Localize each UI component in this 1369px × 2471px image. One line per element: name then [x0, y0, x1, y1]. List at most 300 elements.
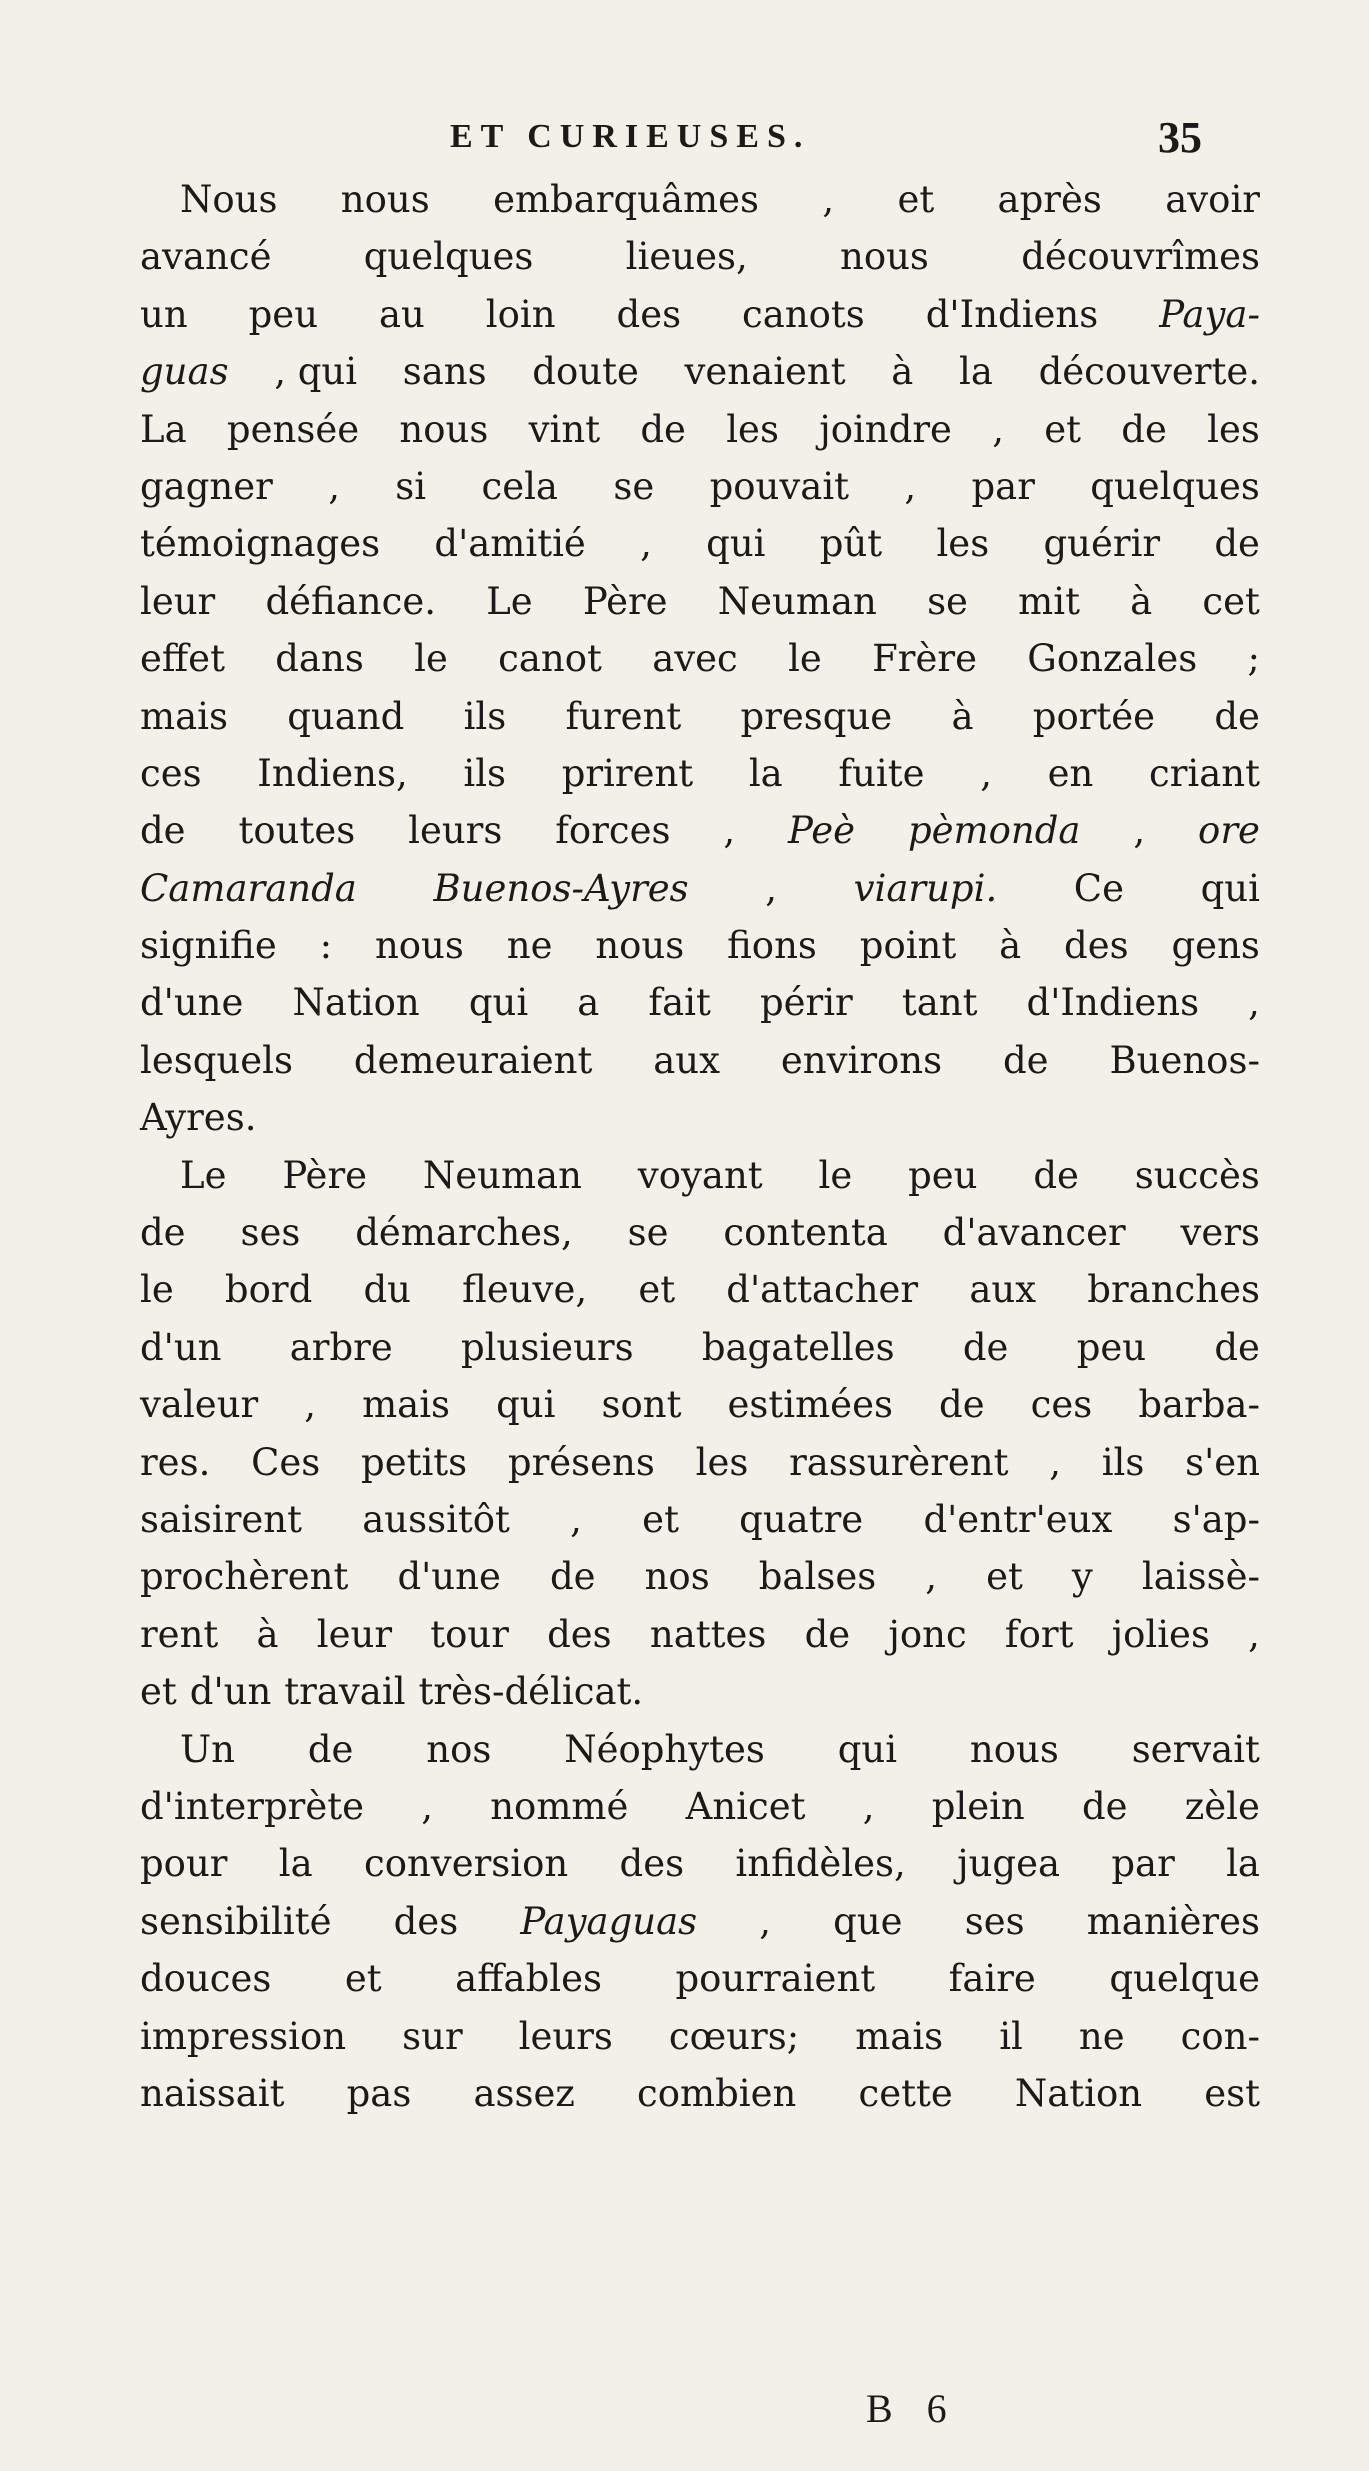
text-line	[140, 924, 1260, 981]
signature-mark: B 6	[866, 2386, 959, 2431]
text-line	[140, 637, 1260, 694]
word: plusieurs	[461, 1325, 634, 1369]
word: viarupi.	[853, 866, 998, 910]
word: prirent	[561, 751, 694, 795]
word: ;	[1247, 637, 1260, 681]
word: guérir	[1043, 522, 1161, 566]
word: point	[859, 924, 957, 968]
word: canots	[742, 292, 865, 336]
word: rassurèrent	[789, 1440, 1009, 1484]
word: faire	[948, 1957, 1036, 2001]
word: à	[256, 1612, 279, 1656]
text-line	[140, 1326, 1260, 1383]
word: découverte.	[1038, 350, 1260, 394]
word: quelques	[1090, 464, 1260, 508]
word: Nation	[292, 981, 420, 1025]
word: ils	[463, 694, 507, 738]
word: pas	[346, 2071, 412, 2115]
word: témoignages	[140, 522, 381, 566]
word: quelque	[1109, 1957, 1260, 2001]
word: les	[726, 407, 779, 451]
word: ses	[964, 1899, 1025, 1943]
word: Buenos-Ayres	[433, 866, 689, 910]
word: le	[818, 1153, 853, 1197]
word: Nous	[180, 178, 278, 221]
page-number: 35	[1158, 113, 1202, 162]
word: ,	[640, 522, 652, 566]
word: a	[577, 981, 600, 1025]
word: des	[1064, 924, 1129, 968]
word: que	[833, 1899, 903, 1943]
text-line	[140, 1613, 1260, 1670]
word: furent	[565, 694, 682, 738]
word: Nation	[1014, 2071, 1143, 2115]
word: vers	[1180, 1211, 1260, 1255]
word: tour	[430, 1612, 509, 1656]
word: se	[613, 464, 655, 508]
word: saisirent	[140, 1497, 302, 1541]
word: travail	[284, 1670, 406, 1714]
word: nous	[839, 235, 929, 279]
word: effet	[140, 637, 225, 681]
word: jugea	[957, 1842, 1061, 1886]
word: :	[319, 924, 333, 968]
word: Gonzales	[1027, 637, 1198, 681]
word: estimées	[727, 1383, 893, 1427]
word: qui	[706, 522, 766, 566]
word: très-délicat.	[418, 1670, 644, 1714]
word: ,	[421, 1784, 433, 1828]
word: ils	[463, 751, 507, 795]
word: ,	[1248, 1612, 1260, 1656]
word: peu	[1076, 1325, 1147, 1369]
word: loin	[485, 292, 556, 336]
word: y	[1071, 1555, 1093, 1599]
word: et	[897, 178, 935, 221]
word: se	[927, 579, 968, 623]
word: rent	[140, 1612, 219, 1656]
text-line	[140, 1211, 1260, 1268]
word: dans	[275, 637, 364, 681]
word: Père	[582, 579, 668, 623]
word: leur	[140, 579, 216, 623]
word: ne	[506, 924, 553, 968]
word: ,	[570, 1497, 582, 1541]
word: du	[363, 1268, 411, 1312]
word: des	[616, 292, 682, 336]
word: manières	[1086, 1899, 1260, 1943]
word: par	[971, 464, 1035, 508]
word: quand	[287, 694, 405, 738]
word: d'une	[140, 981, 244, 1025]
word: après	[997, 178, 1102, 221]
word: mit	[1018, 579, 1080, 623]
word: des	[547, 1612, 612, 1656]
word: peu	[908, 1153, 978, 1197]
word: ,	[862, 1784, 875, 1828]
word: Paya-	[1159, 292, 1260, 336]
text-line	[140, 178, 1260, 235]
text-line	[140, 1842, 1260, 1899]
text-line	[140, 1441, 1260, 1498]
word: sans	[402, 350, 487, 394]
word: jolies	[1111, 1612, 1210, 1656]
word: ,	[1049, 1440, 1061, 1484]
word: se	[627, 1211, 669, 1255]
text-line	[140, 1268, 1260, 1325]
word: prochèrent	[140, 1555, 349, 1599]
word: nous	[969, 1727, 1059, 1771]
word: de	[307, 1727, 354, 1771]
word: voyant	[637, 1153, 763, 1197]
word: mais	[362, 1383, 451, 1427]
word: doute	[532, 350, 639, 394]
word: conversion	[363, 1842, 569, 1886]
word: d'un	[189, 1670, 272, 1714]
word: il	[999, 2014, 1023, 2058]
word: démarches,	[355, 1211, 573, 1255]
word: si	[395, 464, 427, 508]
word: pour	[140, 1842, 228, 1886]
word: venaient	[684, 350, 846, 394]
word: nous	[399, 407, 489, 451]
word: cette	[858, 2071, 953, 2115]
word: de	[1214, 694, 1260, 738]
word: peu	[248, 292, 319, 336]
word: à	[1130, 579, 1153, 623]
word: d'un	[140, 1325, 222, 1369]
text-line	[140, 695, 1260, 752]
word: découvrîmes	[1021, 235, 1260, 279]
word: ,	[904, 464, 917, 508]
word: présens	[507, 1440, 655, 1484]
word: des	[619, 1842, 685, 1886]
word: de	[140, 1211, 186, 1255]
word: défiance.	[265, 579, 436, 623]
word: d'interprète	[140, 1784, 365, 1828]
word: presque	[740, 694, 893, 738]
text-line	[140, 1555, 1260, 1612]
text-line	[140, 981, 1260, 1038]
word: de	[962, 1325, 1009, 1369]
word: sur	[402, 2014, 463, 2058]
text-line	[140, 1728, 1260, 1785]
text-line	[140, 1498, 1260, 1555]
word: le	[788, 637, 822, 681]
word: embarquâmes	[493, 178, 760, 221]
word: plein	[931, 1784, 1025, 1828]
word: Indiens,	[257, 751, 408, 795]
text-line	[140, 1785, 1260, 1842]
word: pouvait	[709, 464, 850, 508]
word: leurs	[518, 2014, 613, 2058]
word: La	[140, 407, 187, 451]
word: qui	[837, 1727, 898, 1771]
text-line	[140, 1154, 1260, 1211]
word: le	[140, 1268, 174, 1312]
word: servait	[1131, 1727, 1260, 1771]
text-line	[140, 1670, 1260, 1727]
word: criant	[1149, 751, 1260, 795]
word: et	[344, 1957, 382, 2001]
text-line	[140, 1039, 1260, 1096]
word: ,	[925, 1555, 938, 1599]
word: avoir	[1165, 178, 1260, 221]
word: ,	[1133, 809, 1146, 853]
word: la	[748, 751, 783, 795]
word: Ayres.	[140, 1096, 257, 1140]
word: quelques	[363, 235, 534, 279]
word: Le	[486, 579, 533, 623]
word: de	[549, 1555, 596, 1599]
word: de	[640, 407, 686, 451]
word: nous	[374, 924, 464, 968]
word: d'Indiens	[925, 292, 1099, 336]
word: ,	[822, 178, 835, 221]
word: fions	[727, 924, 817, 968]
word: fuite	[838, 751, 925, 795]
word: Buenos-	[1109, 1038, 1260, 1082]
word: un	[140, 292, 188, 336]
word: avancé	[140, 235, 272, 279]
text-line	[140, 235, 1260, 292]
word: petits	[361, 1440, 468, 1484]
word: balses	[758, 1555, 877, 1599]
word: la	[959, 350, 993, 394]
word: infidèles,	[735, 1842, 906, 1886]
word: zèle	[1184, 1784, 1260, 1828]
word: pût	[819, 522, 883, 566]
word: et	[1044, 407, 1081, 451]
word: qui	[496, 1383, 556, 1427]
word: pensée	[226, 407, 360, 451]
word: res.	[140, 1440, 211, 1484]
word: et	[986, 1555, 1023, 1599]
text-line	[140, 522, 1260, 579]
word: mais	[855, 2014, 944, 2058]
word: Peè	[788, 809, 856, 853]
word: ,	[765, 866, 778, 910]
word: ,	[992, 407, 1004, 451]
word: fait	[648, 981, 711, 1025]
word: aussitôt	[362, 1497, 510, 1541]
word: aux	[969, 1268, 1037, 1312]
word: nattes	[649, 1612, 767, 1656]
word: gens	[1171, 924, 1260, 968]
word: , qui	[274, 350, 358, 394]
word: fleuve,	[462, 1268, 588, 1312]
word: lesquels	[140, 1038, 293, 1082]
word: nos	[644, 1555, 710, 1599]
word: à	[951, 694, 974, 738]
word: de	[939, 1383, 985, 1427]
word: fort	[1004, 1612, 1074, 1656]
word: Frère	[872, 637, 977, 681]
word: vint	[528, 407, 601, 451]
text-line	[140, 752, 1260, 809]
word: Ces	[251, 1440, 321, 1484]
word: de	[1081, 1784, 1128, 1828]
text-line	[140, 809, 1260, 866]
word: portée	[1032, 694, 1156, 738]
word: ,	[723, 809, 736, 853]
word: leurs	[408, 809, 503, 853]
word: arbre	[289, 1325, 393, 1369]
word: branches	[1087, 1268, 1260, 1312]
word: de	[804, 1612, 851, 1656]
text-line	[140, 1957, 1260, 2014]
running-title: ET CURIEUSES.	[450, 118, 811, 155]
word: forces	[555, 809, 671, 853]
word: de	[1033, 1153, 1079, 1197]
word: combien	[637, 2071, 797, 2115]
word: et	[140, 1670, 177, 1714]
word: ,	[1248, 981, 1260, 1025]
text-line	[140, 867, 1260, 924]
word: gagner	[140, 464, 273, 508]
word: impression	[140, 2014, 347, 2058]
word: guas	[140, 350, 229, 394]
word: Ce	[1073, 866, 1125, 910]
word: pèmonda	[907, 809, 1081, 853]
word: d'avancer	[942, 1211, 1126, 1255]
word: avec	[652, 637, 738, 681]
word: leur	[316, 1612, 393, 1656]
word: d'attacher	[726, 1268, 919, 1312]
word: ils	[1101, 1440, 1145, 1484]
word: nous	[595, 924, 685, 968]
word: nous	[340, 178, 430, 221]
word: affables	[455, 1957, 602, 2001]
word: par	[1111, 1842, 1175, 1886]
word: est	[1204, 2071, 1260, 2115]
word: les	[1207, 407, 1260, 451]
word: Un	[180, 1727, 236, 1771]
word: et	[642, 1497, 679, 1541]
word: ,	[304, 1383, 317, 1427]
word: Payaguas	[520, 1899, 698, 1943]
word: mais	[140, 694, 228, 738]
word: à	[891, 350, 914, 394]
word: joindre	[819, 407, 952, 451]
text-line	[140, 1383, 1260, 1440]
text-line	[140, 2072, 1260, 2129]
word: valeur	[140, 1383, 259, 1427]
word: qui	[468, 981, 529, 1025]
word: environs	[780, 1038, 943, 1082]
word: et	[638, 1268, 676, 1312]
word: de	[1002, 1038, 1049, 1082]
word: les	[936, 522, 990, 566]
word: ses	[240, 1211, 301, 1255]
word: des	[393, 1899, 459, 1943]
word: Anicet	[685, 1784, 806, 1828]
word: succès	[1134, 1153, 1260, 1197]
word: toutes	[238, 809, 356, 853]
text-line	[140, 1900, 1260, 1957]
word: ces	[1030, 1383, 1093, 1427]
word: bord	[224, 1268, 313, 1312]
word: quatre	[739, 1497, 864, 1541]
word: de	[1214, 522, 1260, 566]
word: à	[999, 924, 1022, 968]
word: pourraient	[675, 1957, 876, 2001]
word: cet	[1202, 579, 1260, 623]
text-line	[140, 465, 1260, 522]
text-line	[140, 580, 1260, 637]
word: signifie	[140, 924, 277, 968]
word: naissait	[140, 2071, 285, 2115]
word: Neuman	[422, 1153, 582, 1197]
word: aux	[653, 1038, 721, 1082]
word: sensibilité	[140, 1899, 332, 1943]
word: con-	[1180, 2014, 1260, 2058]
word: qui	[1200, 866, 1260, 910]
word: de	[140, 809, 186, 853]
word: nos	[426, 1727, 492, 1771]
word: les	[695, 1440, 749, 1484]
word: ,	[328, 464, 340, 508]
word: canot	[498, 637, 602, 681]
word: sont	[601, 1383, 682, 1427]
word: d'une	[397, 1555, 501, 1599]
word: Père	[282, 1153, 368, 1197]
word: d'entr'eux	[923, 1497, 1113, 1541]
word: contenta	[723, 1211, 888, 1255]
page-header	[0, 113, 1369, 178]
word: tant	[901, 981, 978, 1025]
word: de	[1214, 1325, 1260, 1369]
word: ,	[759, 1899, 772, 1943]
word: bagatelles	[701, 1325, 895, 1369]
word: périr	[759, 981, 853, 1025]
word: Néophytes	[564, 1727, 765, 1771]
word: de	[1121, 407, 1167, 451]
word: assez	[473, 2071, 575, 2115]
word: ces	[140, 751, 202, 795]
word: Camaranda	[140, 866, 357, 910]
word: d'Indiens	[1026, 981, 1200, 1025]
word: au	[378, 292, 425, 336]
body-text	[140, 178, 1260, 2129]
word: ne	[1078, 2014, 1125, 2058]
word: ore	[1198, 809, 1260, 853]
word: laissè-	[1141, 1555, 1260, 1599]
word: s'ap-	[1172, 1497, 1260, 1541]
word: la	[1226, 1842, 1260, 1886]
word: d'amitié	[434, 522, 586, 566]
word: Le	[180, 1153, 227, 1197]
word: nommé	[490, 1784, 629, 1828]
word: barba-	[1138, 1383, 1260, 1427]
text-line	[140, 350, 1260, 407]
word: lieues,	[625, 235, 748, 279]
word: ,	[980, 751, 992, 795]
word: douces	[140, 1957, 272, 2001]
word: la	[278, 1842, 313, 1886]
word: en	[1047, 751, 1094, 795]
word: demeuraient	[353, 1038, 593, 1082]
word: cela	[481, 464, 558, 508]
text-line	[140, 293, 1260, 350]
text-line	[140, 1096, 1260, 1153]
word: le	[414, 637, 448, 681]
word: Neuman	[717, 579, 877, 623]
word: s'en	[1185, 1440, 1260, 1484]
word: jonc	[888, 1612, 967, 1656]
text-line	[140, 2015, 1260, 2072]
text-line	[140, 408, 1260, 465]
